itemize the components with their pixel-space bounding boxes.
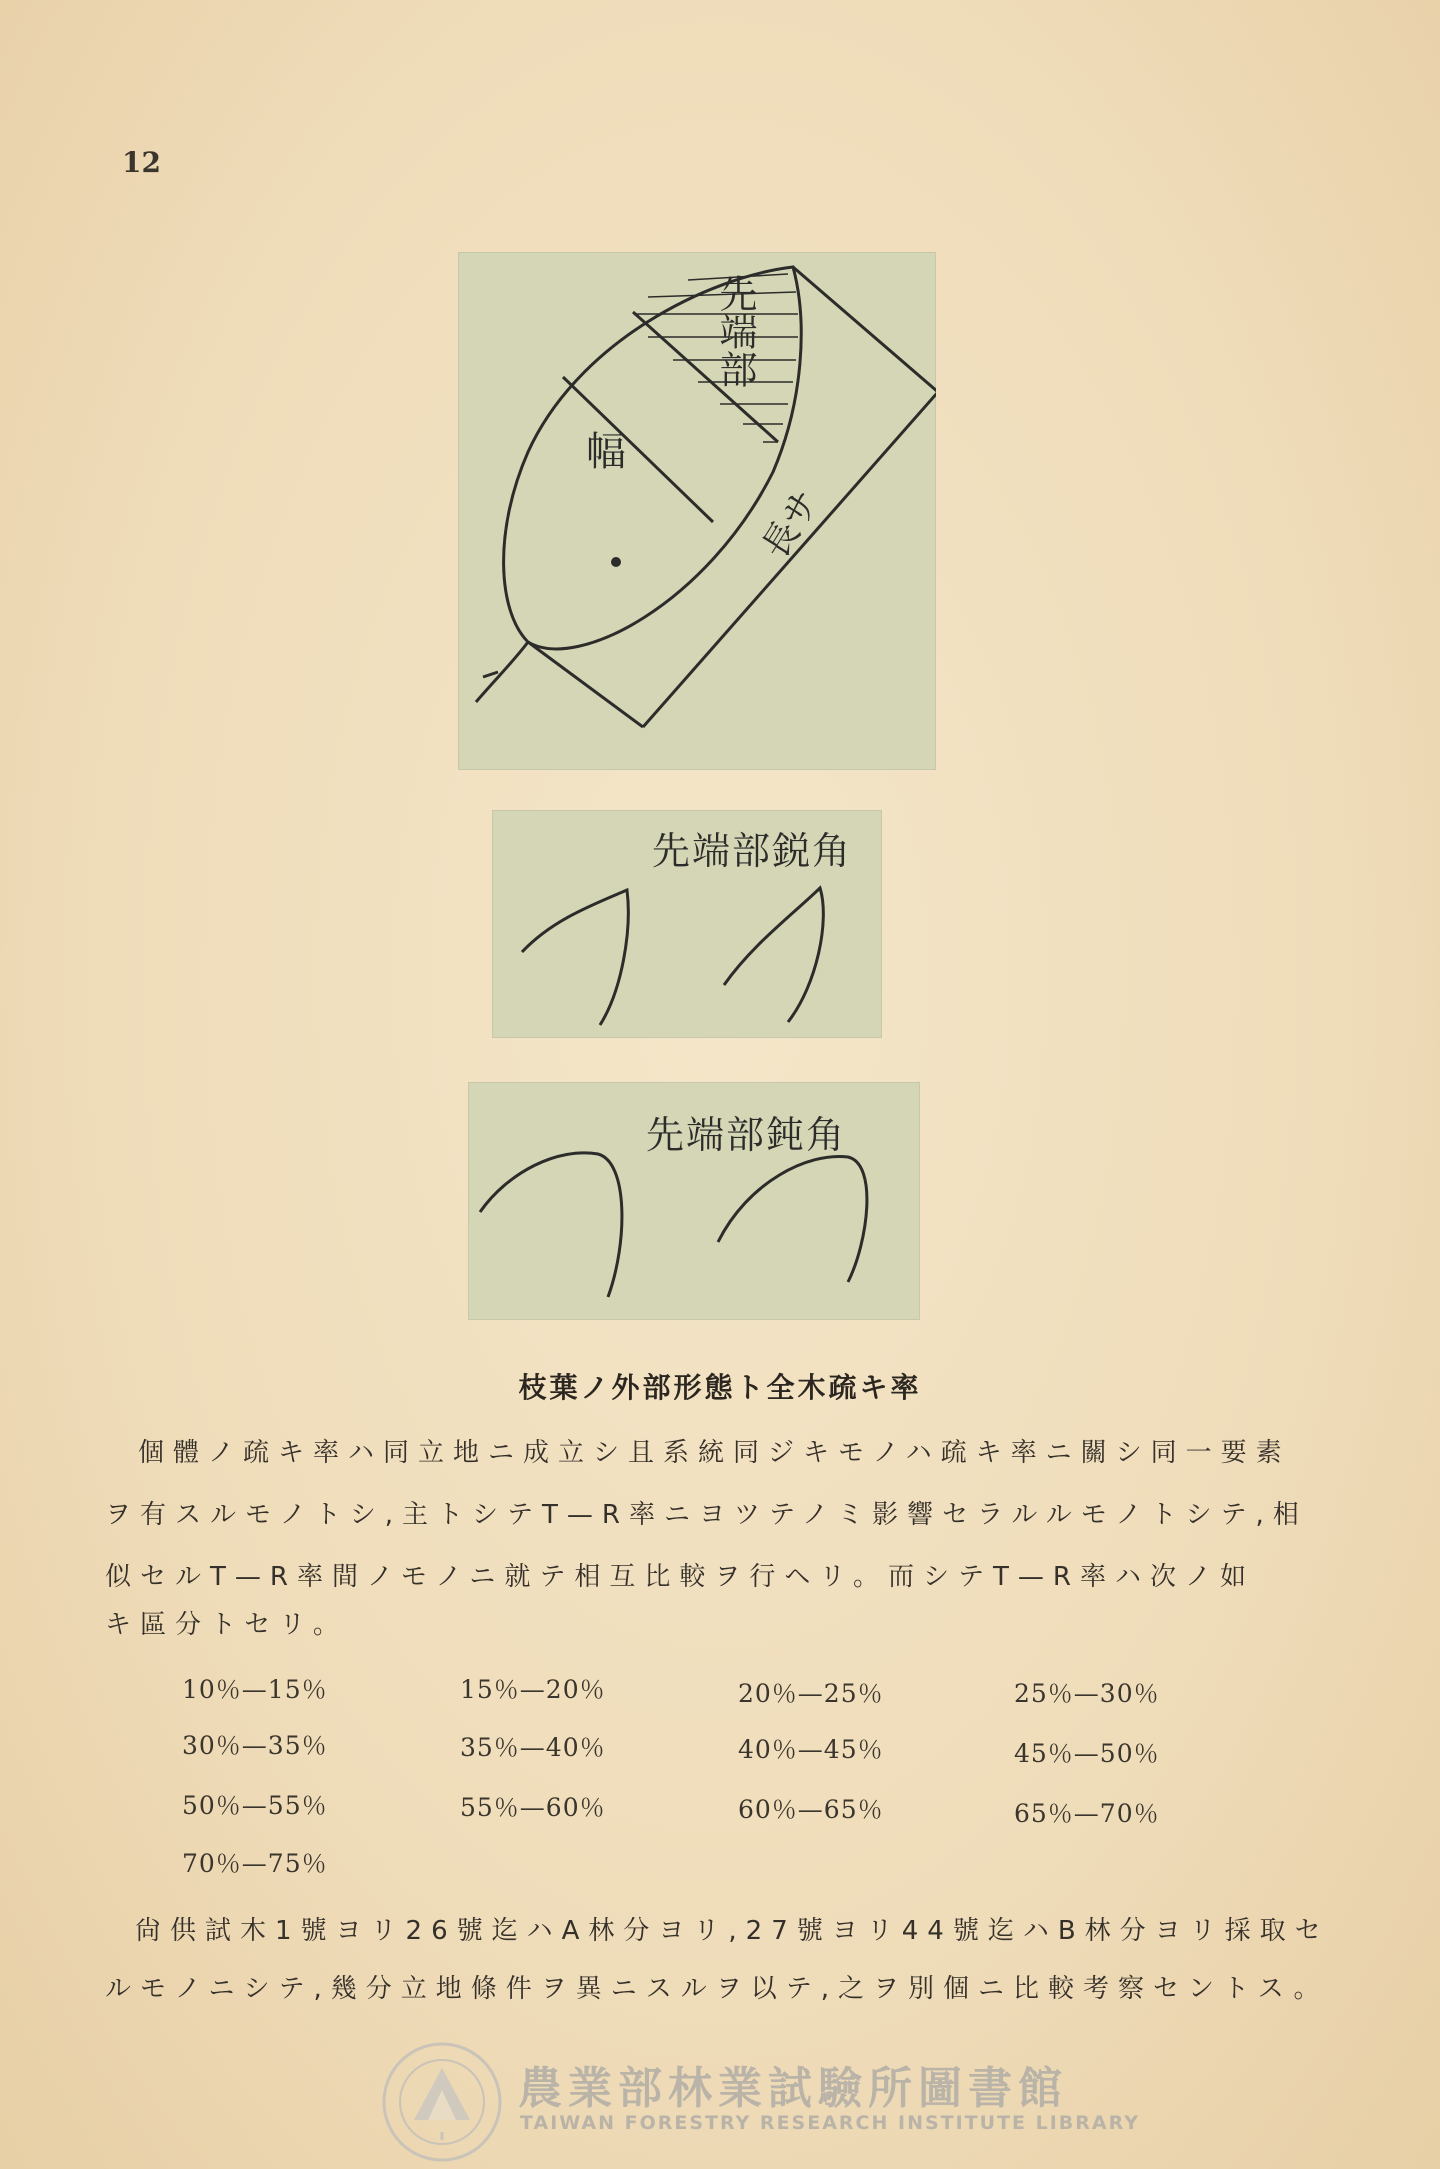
acute-tip-curves bbox=[492, 810, 882, 1038]
range-item: 30％—35％ bbox=[182, 1731, 328, 1760]
library-seal bbox=[380, 2040, 504, 2168]
obtuse-tip-figure bbox=[468, 1082, 920, 1320]
leaf-diagram bbox=[458, 252, 936, 770]
length-extension-top bbox=[793, 267, 936, 392]
library-seal-icon bbox=[380, 2040, 504, 2164]
leaf-dot bbox=[611, 557, 621, 567]
width-label: 幅 bbox=[586, 429, 626, 475]
page-number: 12 bbox=[122, 146, 161, 179]
obtuse-curve-left bbox=[480, 1153, 622, 1297]
range-item: 70％—75％ bbox=[182, 1849, 328, 1878]
section-title: 枝葉ノ外部形態ト全木疏キ率 bbox=[518, 1371, 922, 1404]
paragraph2-line: ルモノニシテ,幾分立地條件ヲ異ニスルヲ以テ,之ヲ別個ニ比較考察セントス。 bbox=[105, 1974, 1329, 2004]
obtuse-tip-label: 先端部鈍角 bbox=[646, 1113, 847, 1157]
tip-label: 先端部 bbox=[713, 274, 757, 388]
obtuse-curve-right bbox=[718, 1156, 867, 1282]
range-item: 35％—40％ bbox=[460, 1733, 606, 1762]
range-item: 55％—60％ bbox=[460, 1793, 606, 1822]
library-name-cn: 農業部林業試驗所圖書館 bbox=[518, 2063, 1068, 2114]
acute-tip-figure bbox=[492, 810, 882, 1038]
paragraph1-line: 似セルT—R率間ノモノニ就テ相互比較ヲ行ヘリ。而シテT—R率ハ次ノ如 bbox=[105, 1562, 1255, 1592]
acute-curve-right bbox=[724, 888, 823, 1022]
range-item: 45％—50％ bbox=[1014, 1739, 1160, 1768]
paragraph1-line: ヲ有スルモノトシ,主トシテT—R率ニヨツテノミ影響セラルルモノトシテ,相 bbox=[105, 1500, 1308, 1530]
length-extension-bottom bbox=[528, 642, 643, 727]
paragraph2-line: 尙供試木1號ヨリ26號迄ハA林分ヨリ,27號ヨリ44號迄ハB林分ヨリ採取セ bbox=[135, 1916, 1330, 1946]
acute-tip-label: 先端部鋭角 bbox=[652, 829, 853, 873]
range-item: 50％—55％ bbox=[182, 1791, 328, 1820]
range-item: 20％—25％ bbox=[738, 1679, 884, 1708]
library-name-en: TAIWAN FORESTRY RESEARCH INSTITUTE LIBRARY bbox=[520, 2112, 1140, 2134]
paragraph1-line: キ區分トセリ。 bbox=[105, 1610, 348, 1640]
paragraph1-line: 個體ノ疏キ率ハ同立地ニ成立シ且系統同ジキモノハ疏キ率ニ關シ同一要素 bbox=[138, 1438, 1291, 1468]
acute-curve-left bbox=[522, 890, 628, 1025]
range-item: 65％—70％ bbox=[1014, 1799, 1160, 1828]
petiole bbox=[476, 642, 528, 702]
range-item: 40％—45％ bbox=[738, 1735, 884, 1764]
leaf-shape-figure bbox=[458, 252, 936, 770]
range-item: 60％—65％ bbox=[738, 1795, 884, 1824]
range-item: 10％—15％ bbox=[182, 1675, 328, 1704]
length-label: 長サ bbox=[754, 483, 828, 566]
range-item: 25％—30％ bbox=[1014, 1679, 1160, 1708]
range-item: 15％—20％ bbox=[460, 1675, 606, 1704]
obtuse-tip-curves bbox=[468, 1082, 920, 1320]
